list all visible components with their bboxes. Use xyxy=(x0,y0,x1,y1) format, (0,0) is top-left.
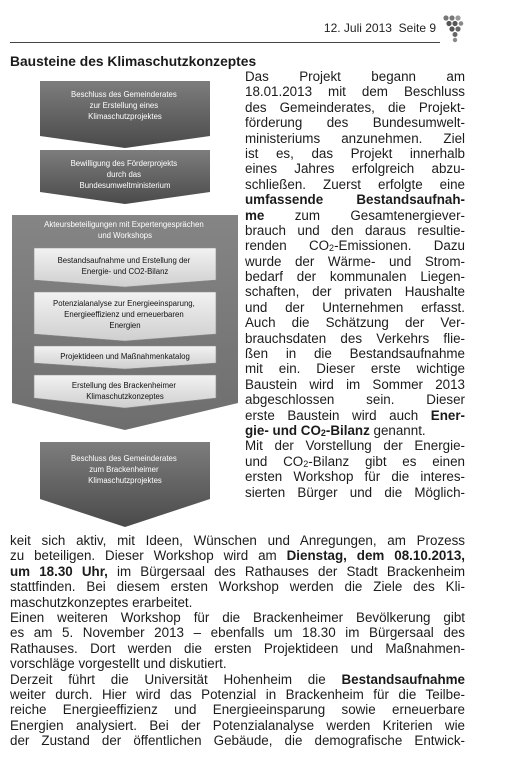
text-line: förderung des Bundesumwelt- xyxy=(245,115,465,131)
grape-logo-icon xyxy=(442,14,464,44)
text-line: Energien analysiert. Bei der Potenzialanalyse werden Kriterien wie xyxy=(10,717,465,733)
text-line: und der Unternehmen erfasst. xyxy=(245,299,465,315)
text-line: brauch und den daraus resultie- xyxy=(245,222,465,238)
flow-diagram xyxy=(10,78,240,530)
text-line: ist es, das Projekt innerhalb xyxy=(245,145,465,161)
text-line: erste Baustein wird auch Ener- xyxy=(245,407,465,423)
text-line: der Zustand der öffentlichen Gebäude, die demografische Entwick- xyxy=(10,733,465,749)
flow-box-2-text: Bewilligung des Förderprojekts durch das Bundesumweltministerium xyxy=(70,159,178,190)
text-line: Mit der Vorstellung der Energie- xyxy=(245,438,465,454)
flow-box-1-text: Beschluss des Gemeinderates zur Erstellung eines Klimaschutzprojektes xyxy=(71,90,177,121)
text-line: gie- und $CO_2$-Bilanz genannt. xyxy=(245,422,426,438)
text-line: umfassende Bestandsaufnah- xyxy=(245,192,465,208)
text-line: wurde der Wärme- und Strom- xyxy=(245,253,465,269)
header-page-number: Seite 9 xyxy=(398,21,436,35)
text-line: keit sich aktiv, mit Ideen, Wünschen und Anregungen, am Prozess xyxy=(10,533,465,548)
header-rule xyxy=(10,42,440,43)
text-line: weiter durch. Hier wird das Potenzial in Brackenheim für die Teilbe- xyxy=(10,686,465,702)
text-line: Baustein wird im Sommer 2013 xyxy=(245,376,465,392)
text-line: me zum Gesamtenergiever- xyxy=(245,207,465,223)
text-line: mit ein. Dieser erste wichtige xyxy=(245,361,465,377)
text-line: es am 5. November 2013 – ebenfalls um 18.30 im Bürgersaal des xyxy=(10,625,465,641)
article-column-text xyxy=(245,69,465,500)
page-header xyxy=(324,21,436,35)
text-line: vorschläge vorgestellt und diskutiert. xyxy=(10,656,227,672)
text-line: 18.01.2013 mit dem Beschluss xyxy=(245,84,465,100)
text-line: bedarf der kommunalen Liegen- xyxy=(245,269,465,285)
text-line: ersten Workshop für die interes- xyxy=(245,469,465,485)
flow-sub-2-text: Potenzialanalyse zur Energieeinsparung, Energieeffizienz und erneuerbaren Energien xyxy=(53,299,195,330)
text-line: Das Projekt begann am xyxy=(245,69,465,84)
text-line: maschutzkonzeptes erarbeitet. xyxy=(10,594,193,610)
text-line: ßen in die Bestandsaufnahme xyxy=(245,346,465,362)
text-line: renden $CO_2$-Emissionen. Dazu xyxy=(245,238,465,254)
flow-sub-3-text: Projektideen und Maßnahmenkatalog xyxy=(60,352,190,361)
text-line: Einen weiteren Workshop für die Brackenheimer Bevölkerung gibt xyxy=(10,609,465,625)
flow-sub-1-text: Bestandsaufnahme und Erstellung der Energie- und CO2-Bilanz xyxy=(57,256,191,276)
text-line: stattfinden. Bei diesem ersten Workshop werden die Ziele des Kli- xyxy=(10,579,465,595)
flow-box-4-text: Beschluss des Gemeinderates zum Brackenheimer Klimaschutzprojektes xyxy=(71,454,177,485)
text-line: Derzeit führt die Universität Hohenheim die Bestandsaufnahme xyxy=(10,671,465,687)
text-line: und $CO_2$-Bilanz gibt es einen xyxy=(245,453,465,469)
text-line: Rathauses. Dort werden die ersten Projektideen und Maßnahmen- xyxy=(10,640,465,656)
article-body-text xyxy=(10,533,465,748)
text-line: Auch die Schätzung der Ver- xyxy=(245,315,465,331)
text-line: des Gemeinderates, die Projekt- xyxy=(245,99,465,115)
text-line: sierten Bürger und die Möglich- xyxy=(245,484,465,500)
header-date: 12. Juli 2013 xyxy=(323,21,392,35)
flow-sub-4-text: Erstellung des Brackenheimer Klimaschutzkonzeptes xyxy=(71,381,176,401)
text-line: abgeschlossen sein. Dieser xyxy=(245,392,465,408)
flow-box-3-header: Akteursbeteiligungen mit Expertengesprächen und Workshops xyxy=(44,220,204,240)
text-line: zu beteiligen. Dieser Workshop wird am Dienstag, dem 08.10.2013, xyxy=(10,548,465,564)
text-line: brauchsdaten des Verkehrs flie- xyxy=(245,330,465,346)
text-line: schließen. Zuerst erfolgte eine xyxy=(245,176,465,192)
article-headline: Bausteine des Klimaschutzkonzeptes xyxy=(10,54,257,69)
text-line: um 18.30 Uhr, im Bürgersaal des Rathauses der Stadt Brackenheim xyxy=(10,563,466,579)
text-line: reiche Energieeffizienz und Energieeinsparung sowie erneuerbare xyxy=(10,702,465,718)
text-line: eines Jahres erfolgreich abzu- xyxy=(245,161,465,177)
text-line: schaften, der privaten Haushalte xyxy=(245,284,465,300)
text-line: ministeriums anzunehmen. Ziel xyxy=(245,130,465,146)
